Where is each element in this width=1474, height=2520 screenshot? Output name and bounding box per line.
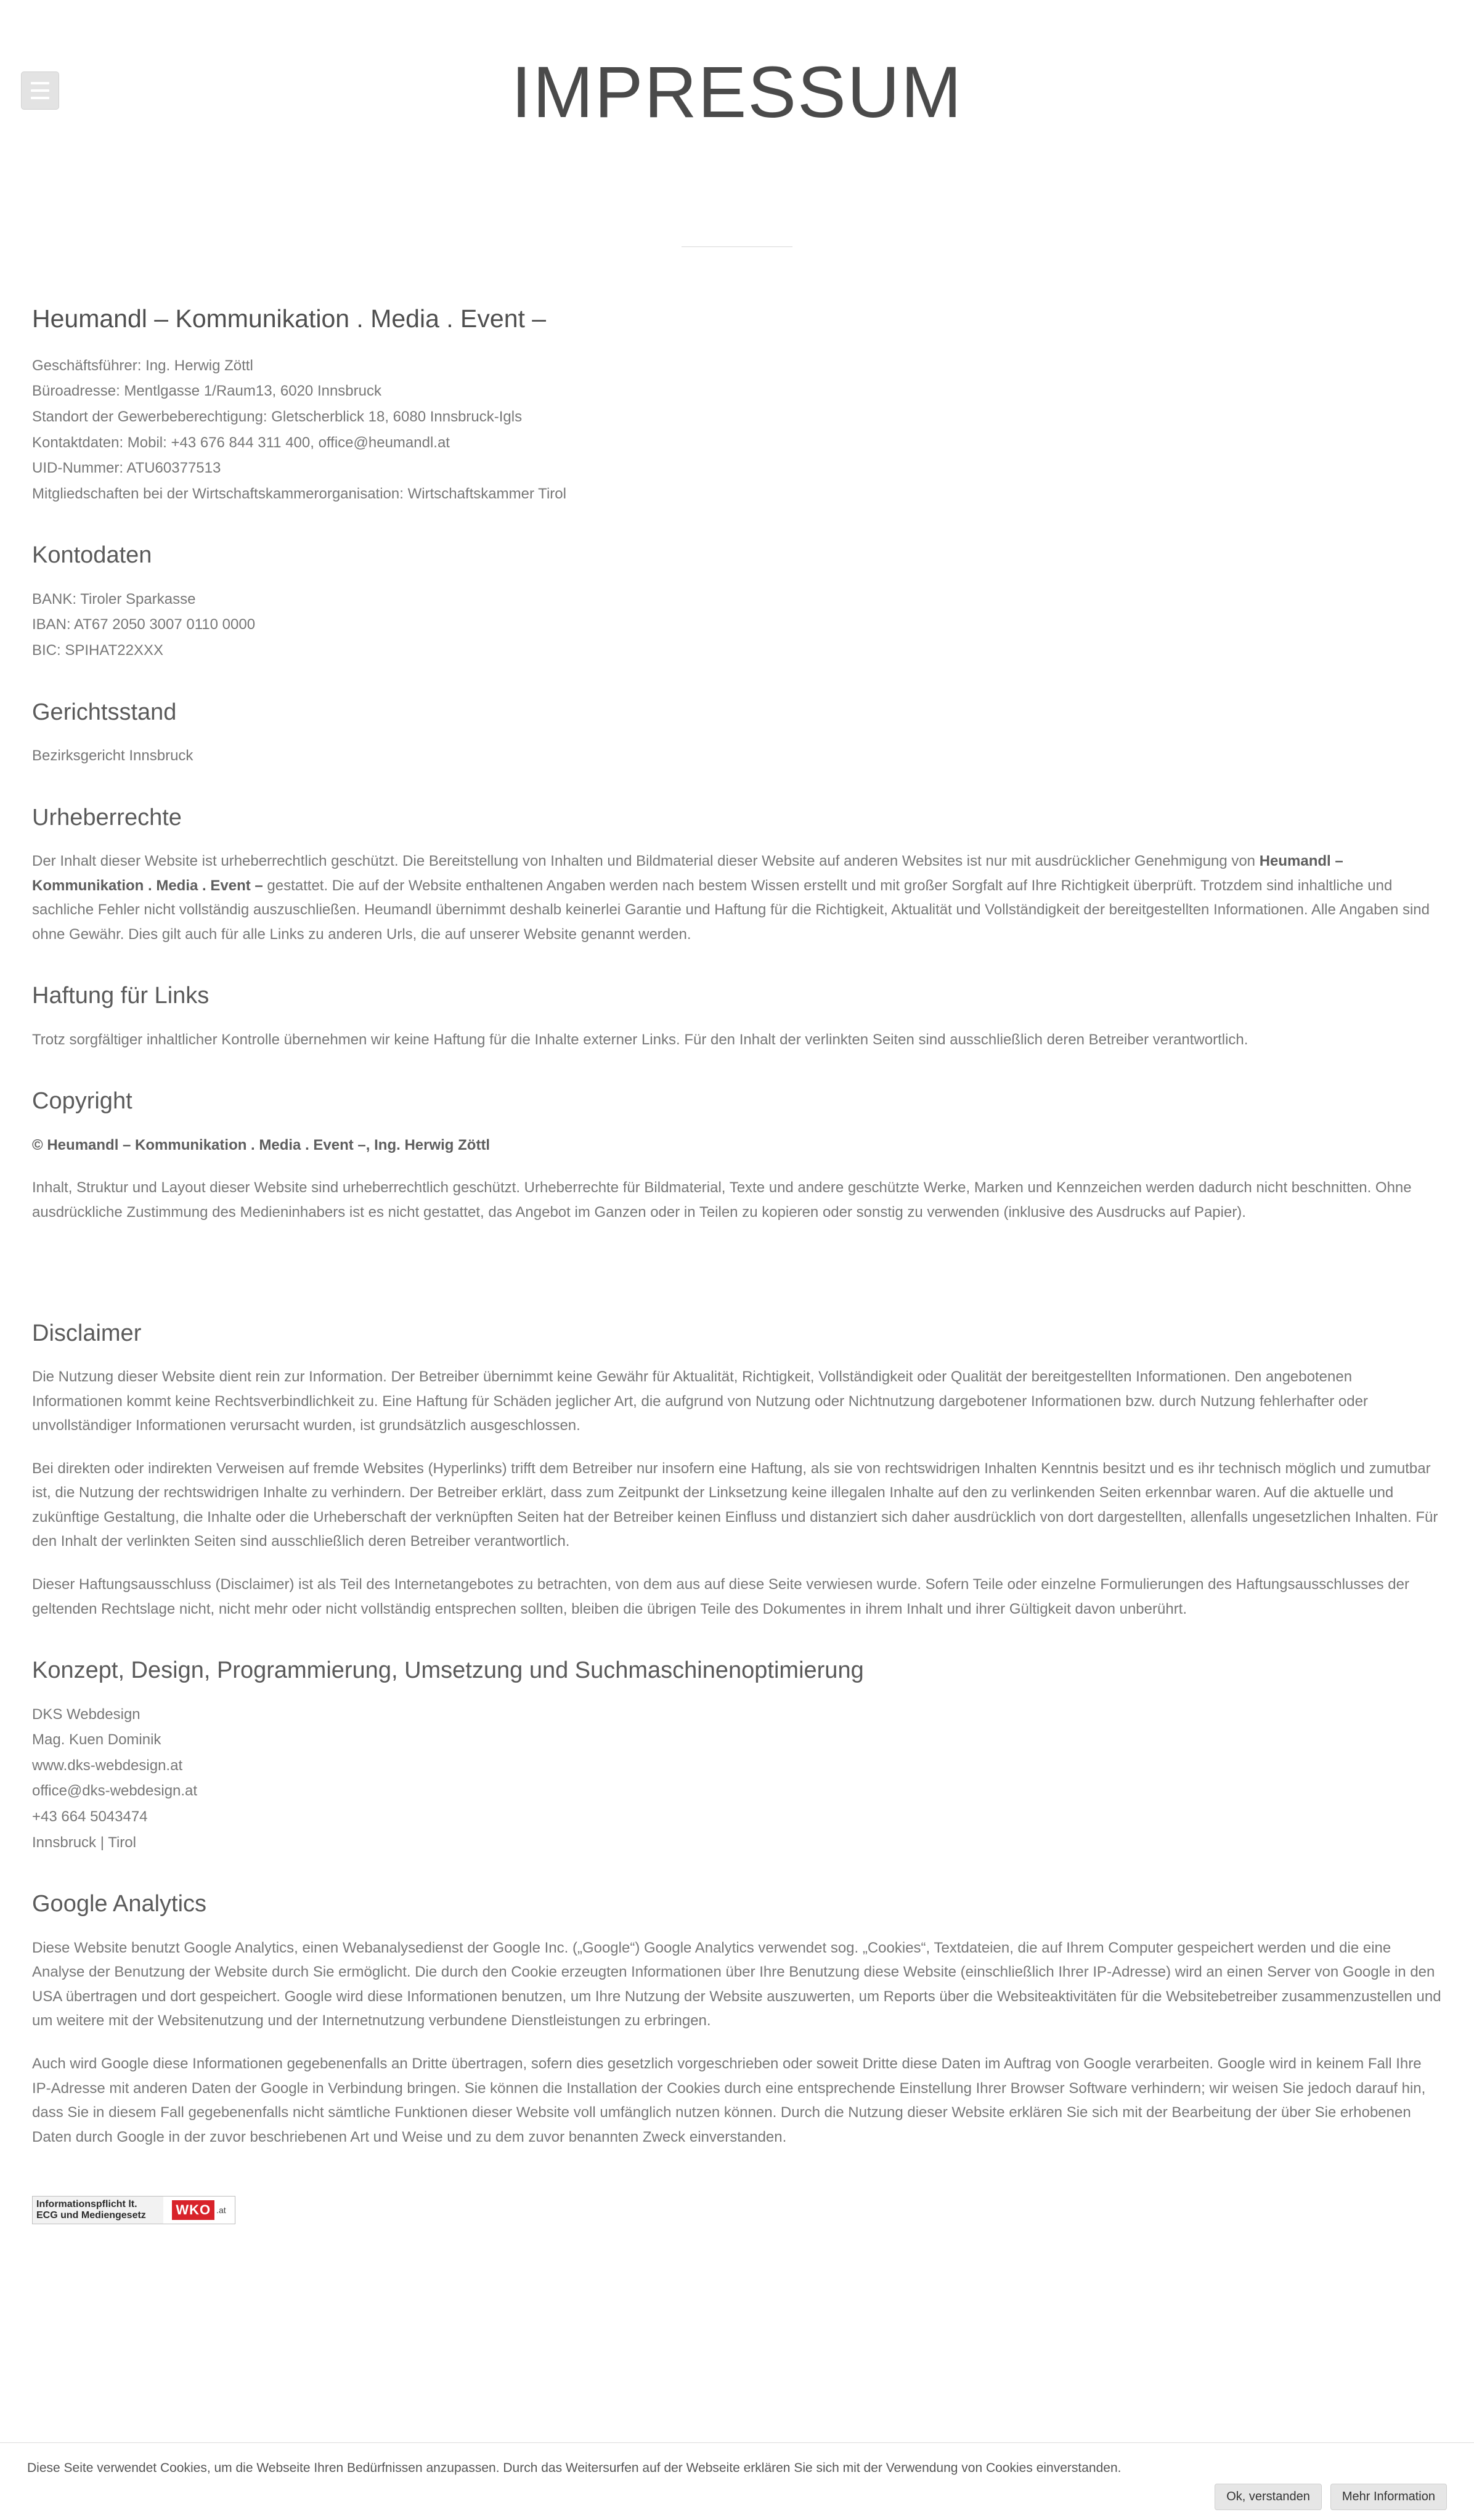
analytics-heading: Google Analytics	[32, 1891, 207, 1917]
cookie-accept-button[interactable]: Ok, verstanden	[1215, 2484, 1322, 2510]
urheberrechte-heading: Urheberrechte	[32, 804, 182, 831]
konzept-line-website[interactable]: www.dks-webdesign.at	[32, 1757, 183, 1774]
haftung-heading: Haftung für Links	[32, 983, 210, 1009]
disclaimer-heading: Disclaimer	[32, 1320, 142, 1346]
haftung-paragraph: Trotz sorgfältiger inhaltlicher Kontrolle übernehmen wir keine Haftung für die Inhalte externer Links. Für den Inhalt der verlinkten Seiten sind ausschließlich deren Betreiber verantwortlich.	[32, 1031, 1248, 1048]
wko-logo-icon	[163, 2197, 235, 2224]
company-details	[32, 354, 1442, 506]
konzept-line: Mag. Kuen Dominik	[32, 1731, 161, 1749]
section-gerichtsstand	[32, 697, 1442, 768]
menu-toggle-button[interactable]	[21, 71, 59, 110]
badge-text-block	[33, 2197, 163, 2224]
konzept-details	[32, 1702, 1442, 1855]
copyright-notice-text: © Heumandl – Kommunikation . Media . Event –, Ing. Herwig Zöttl	[32, 1136, 491, 1153]
impressum-content	[0, 303, 1474, 2225]
page-title: IMPRESSUM	[511, 52, 963, 133]
cookie-consent-text: Diese Seite verwendet Cookies, um die Webseite Ihren Bedürfnissen anzupassen. Durch das Weitersurfen auf der Webseite erklären Sie sich mit der Verwendung von Cookies einverstanden.	[27, 2461, 1122, 2475]
section-konzept	[32, 1656, 1442, 1855]
hamburger-icon-bar	[31, 82, 49, 84]
cookie-consent-bar	[0, 2442, 1474, 2520]
cookie-more-info-button[interactable]: Mehr Information	[1330, 2484, 1447, 2510]
konzept-line: Innsbruck | Tirol	[32, 1834, 136, 1851]
gerichtsstand-heading: Gerichtsstand	[32, 699, 177, 725]
konzept-heading: Konzept, Design, Programmierung, Umsetzung und Suchmaschinenoptimierung	[32, 1657, 864, 1684]
copyright-paragraph: Inhalt, Struktur und Layout dieser Website sind urheberrechtlich geschützt. Urheberrechte für Bildmaterial, Texte und andere geschützte Werke, Marken und Kennzeichen werden dadurch nicht beschnitten. Ohne ausdrückliche Zustimmung des Medieninhabers ist es nicht gestattet, das Angebot im Ganzen oder in Teilen zu kopieren oder sonstig zu verwenden (inklusive des Ausdrucks auf Papier).	[32, 1179, 1412, 1221]
kontodaten-line: IBAN: AT67 2050 3007 0110 0000	[32, 616, 256, 633]
copyright-heading: Copyright	[32, 1088, 132, 1115]
company-detail-line: Geschäftsführer: Ing. Herwig Zöttl	[32, 357, 253, 374]
konzept-line-email[interactable]: office@dks-webdesign.at	[32, 1782, 198, 1800]
kontodaten-line: BANK: Tiroler Sparkasse	[32, 590, 196, 608]
section-disclaimer	[32, 1319, 1442, 1622]
badge-line-2: ECG und Mediengesetz	[36, 2210, 146, 2221]
disclaimer-paragraph: Bei direkten oder indirekten Verweisen auf fremde Websites (Hyperlinks) trifft dem Betreiber nur insofern eine Haftung, als sie von rechtswidrigen Inhalten Kenntnis besitzt und es ihr technisch möglich und zumutbar ist, die Nutzung der rechtswidrigen Inhalte zu verhindern. Der Betreiber erklärt, dass zum Zeitpunkt der Linksetzung keine illegalen Inhalte auf den zu verlinkenden Seiten erkennbar waren. Auf die aktuelle und zukünftige Gestaltung, die Inhalte oder die Urheberschaft der verknüpften Seiten hat der Betreiber keinen Einfluss und distanziert sich daher ausdrücklich von dort dargestellten, allenfalls ungesetzlichen Inhalten. Für den Inhalt der verlinkten Seiten sind ausschließlich deren Betreiber verantwortlich.	[32, 1460, 1438, 1550]
copyright-notice	[32, 1133, 1442, 1158]
analytics-paragraph: Diese Website benutzt Google Analytics, einen Webanalysedienst der Google Inc. („Google“) Google Analytics verwendet sog. „Cookies“, Textdateien, die auf Ihrem Computer gespeichert werden und die eine Analyse der Benutzung der Website durch Sie ermöglicht. Die durch den Cookie erzeugten Informationen über Ihre Benutzung diese Website (einschließlich Ihrer IP-Adresse) wird an einen Server von Google in den USA übertragen und dort gespeichert. Google wird diese Informationen benutzen, um Ihre Nutzung der Website auszuwerten, um Reports über die Websiteaktivitäten für die Websitebetreiber zusammenzustellen und um weitere mit der Websitenutzung und der Internetnutzung verbundene Dienstleistungen zu erbringen.	[32, 1939, 1441, 2030]
section-kontodaten	[32, 540, 1442, 662]
company-detail-line: UID-Nummer: ATU60377513	[32, 460, 221, 477]
kontodaten-line: BIC: SPIHAT22XXX	[32, 642, 163, 659]
company-detail-line: Büroadresse: Mentlgasse 1/Raum13, 6020 Innsbruck	[32, 383, 381, 400]
wko-logo-suffix: .at	[216, 2205, 226, 2216]
section-haftung-links	[32, 981, 1442, 1052]
wko-info-badge[interactable]	[32, 2196, 235, 2224]
title-divider-wrapper	[0, 246, 1474, 247]
urheberrechte-company-name: Heumandl – Kommunikation . Media . Event –	[32, 853, 1343, 894]
disclaimer-paragraph: Dieser Haftungsausschluss (Disclaimer) ist als Teil des Internetangebotes zu betrachten, von dem aus auf diese Seite verwiesen wurde. Sofern Teile oder einzelne Formulierungen des Haftungsausschlusses der geltenden Rechtslage nicht, nicht mehr oder nicht vollständig entsprechen sollten, bleiben die übrigen Teile des Dokumentes in ihrem Inhalt und ihrer Gültigkeit davon unberührt.	[32, 1576, 1409, 1617]
urheberrechte-text-pre: Der Inhalt dieser Website ist urheberrechtlich geschützt. Die Bereitstellung von Inhalten und Bildmaterial dieser Website auf anderen Websites ist nur mit ausdrücklicher Genehmigung von	[32, 853, 1260, 869]
gerichtsstand-details	[32, 744, 1442, 768]
urheberrechte-text-post: gestattet. Die auf der Website enthaltenen Angaben werden nach bestem Wissen erstellt und mit großer Sorgfalt auf Ihre Richtigkeit überprüft. Trotzdem sind inhaltliche und sachliche Fehler nicht vollständig auszuschließen. Heumandl übernimmt deshalb keinerlei Garantie und Haftung für die Richtigkeit, Aktualität und Vollständigkeit der bereitgestellten Informationen. Alle Angaben sind ohne Gewähr. Dies gilt auch für alle Links zu anderen Urls, die auf unserer Website genannt werden.	[32, 877, 1430, 943]
kontodaten-heading: Kontodaten	[32, 542, 152, 569]
konzept-line: DKS Webdesign	[32, 1705, 140, 1723]
wko-logo-text: WKO	[172, 2200, 214, 2220]
section-spacer	[32, 1259, 1442, 1319]
section-urheberrechte	[32, 803, 1442, 947]
section-company	[32, 303, 1442, 506]
konzept-line: +43 664 5043474	[32, 1808, 148, 1826]
kontodaten-details	[32, 587, 1442, 663]
urheberrechte-paragraph	[32, 849, 1442, 946]
hamburger-icon-bar	[31, 89, 49, 92]
cookie-buttons	[1215, 2484, 1447, 2510]
disclaimer-paragraph: Die Nutzung dieser Website dient rein zur Information. Der Betreiber übernimmt keine Gewähr für Aktualität, Richtigkeit, Vollständigkeit oder Qualität der bereitgestellten Informationen. Den angebotenen Informationen kommt keine Rechtsverbindlichkeit zu. Eine Haftung für Schäden jeglicher Art, die aufgrund von Nutzung oder Nichtnutzung dargebotener Informationen bzw. durch Nutzung fehlerhafter oder unvollständiger Informationen verursacht wurden, ist grundsätzlich ausgeschlossen.	[32, 1368, 1368, 1434]
badge-line-1: Informationspflicht lt.	[36, 2198, 137, 2209]
hamburger-icon-bar	[31, 97, 49, 99]
section-google-analytics	[32, 1889, 1442, 2149]
company-detail-line: Kontaktdaten: Mobil: +43 676 844 311 400, office@heumandl.at	[32, 434, 450, 451]
company-detail-line: Mitgliedschaften bei der Wirtschaftskammerorganisation: Wirtschaftskammer Tirol	[32, 485, 566, 502]
section-copyright	[32, 1086, 1442, 1224]
title-divider	[682, 246, 792, 247]
analytics-paragraph: Auch wird Google diese Informationen gegebenenfalls an Dritte übertragen, sofern dies gesetzlich vorgeschrieben oder soweit Dritte diese Daten im Auftrag von Google verarbeiten. Google wird in keinem Fall Ihre IP-Adresse mit anderen Daten der Google in Verbindung bringen. Sie können die Installation der Cookies durch eine entsprechende Einstellung Ihrer Browser Software verhindern; wir weisen Sie jedoch darauf hin, dass Sie in diesem Fall gegebenenfalls nicht sämtliche Funktionen dieser Website voll umfänglich nutzen können. Durch die Nutzung dieser Website erklären Sie sich mit der Bearbeitung der über Sie erhobenen Daten durch Google in der zuvor beschriebenen Art und Weise und zu dem zuvor benannten Zweck einverstanden.	[32, 2055, 1426, 2145]
company-detail-line: Standort der Gewerbeberechtigung: Gletscherblick 18, 6080 Innsbruck-Igls	[32, 408, 523, 426]
company-heading: Heumandl – Kommunikation . Media . Event –	[32, 304, 547, 333]
gerichtsstand-line: Bezirksgericht Innsbruck	[32, 747, 193, 765]
